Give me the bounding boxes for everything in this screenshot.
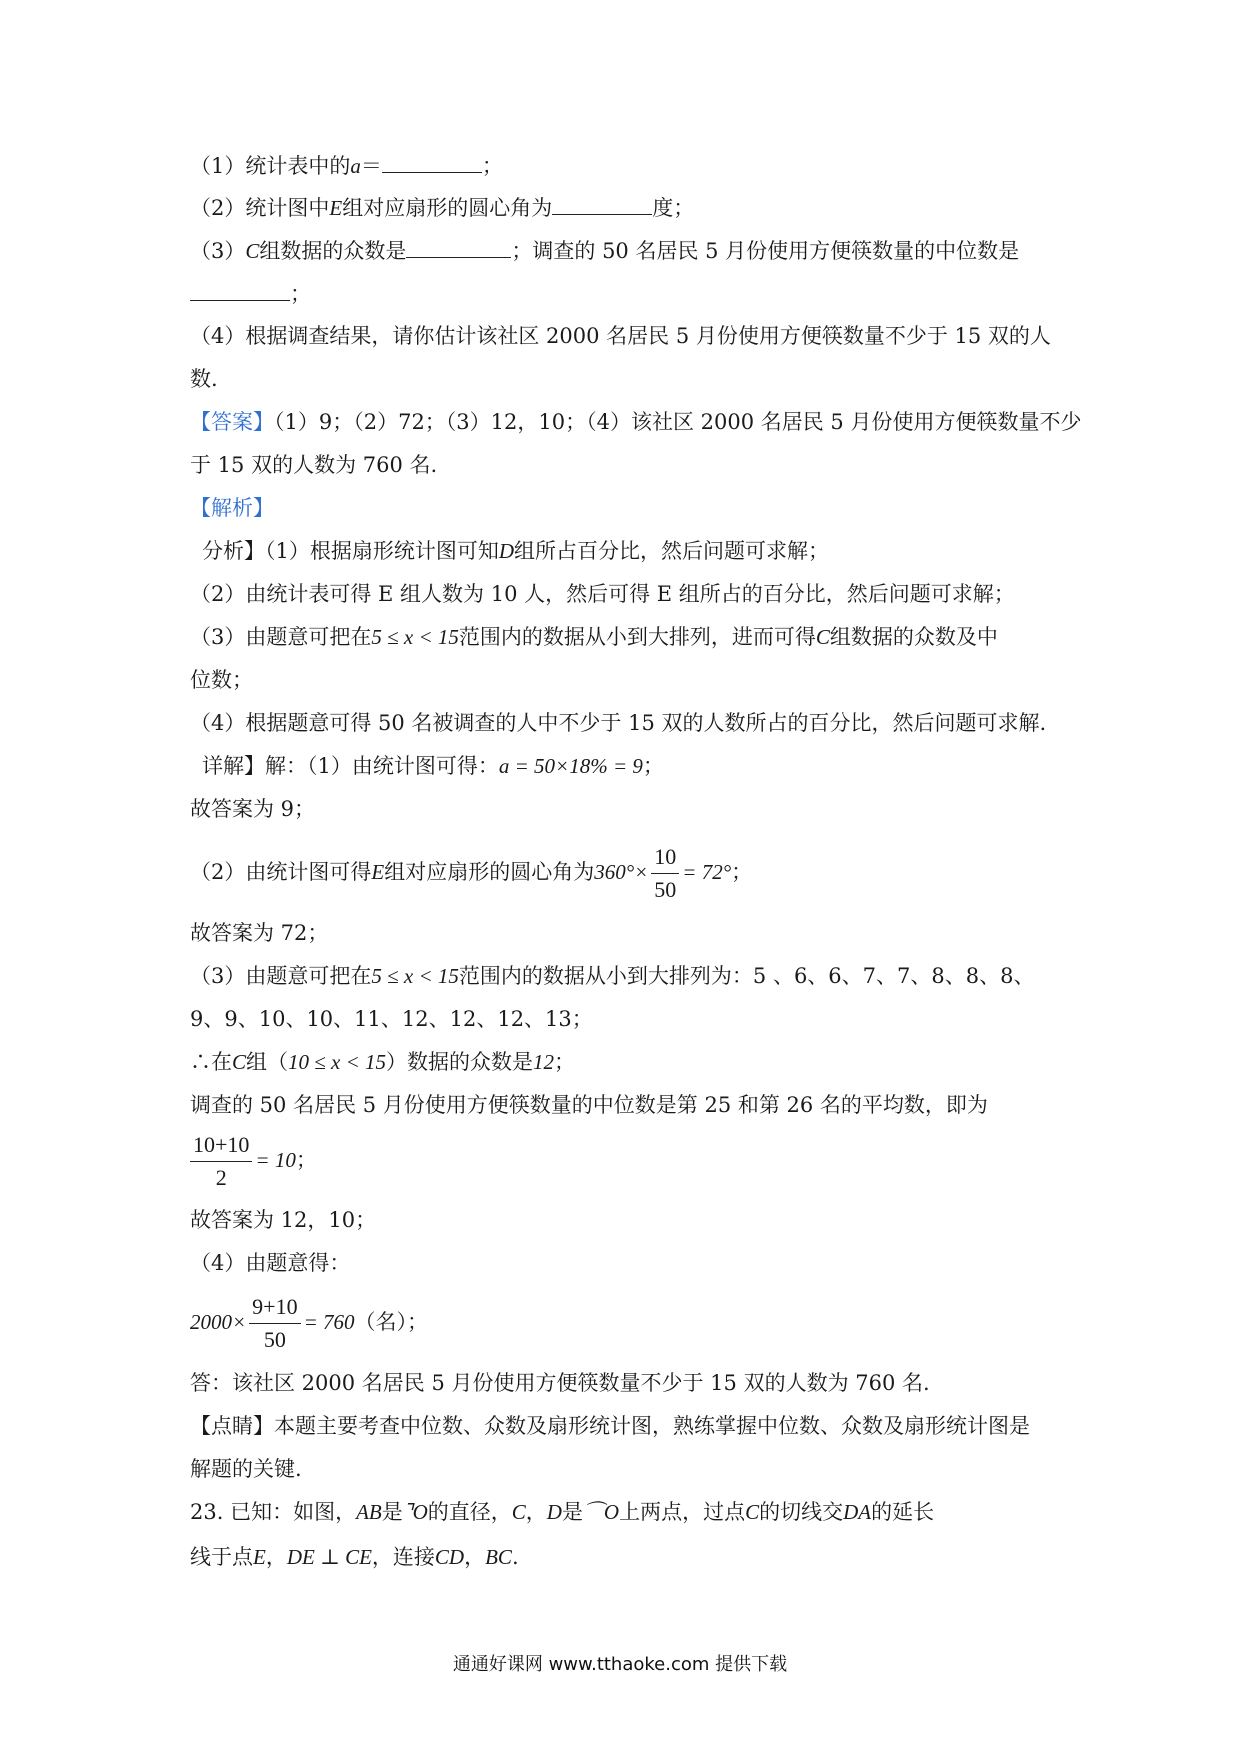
fraction-denominator: 2 [215, 1165, 227, 1190]
variable-c: C [245, 239, 260, 263]
point-c: C [745, 1500, 760, 1524]
solution-3-mid: 范围内的数据从小到大排列为：5 、6、6、7、7、8、8、8、 [458, 964, 1035, 988]
variable-a: a [350, 154, 361, 178]
question-2-text: （2）统计图中 [190, 196, 330, 220]
question-2-text-mid: 组对应扇形的圆心角为 [342, 196, 553, 220]
fraction [651, 843, 679, 904]
analysis-3-mid: 范围内的数据从小到大排列，进而可得 [458, 625, 816, 649]
solution-2-mid: 组对应扇形的圆心角为 [384, 860, 595, 884]
question-3-rest: ；调查的 50 名居民 5 月份使用方便筷数量的中位数是 [511, 239, 1020, 263]
punctuation: ； [295, 1148, 317, 1172]
q23-text-p6: 的延长 [871, 1500, 935, 1524]
punctuation: ； [642, 754, 664, 778]
segment-bc: BC [485, 1545, 512, 1569]
solution-3-text: （3）由题意可把在 [190, 964, 372, 988]
median-formula [190, 1128, 317, 1192]
answer-1: 故答案为 9； [190, 797, 316, 821]
punctuation: ， [464, 1545, 486, 1569]
segment-ab: AB [356, 1500, 382, 1524]
analysis-line-2: （2）由统计表可得 E 组人数为 10 人，然后可得 E 组所占的百分比，然后问题可求解； [190, 582, 1015, 606]
q23-text-p3: 是 [561, 1500, 583, 1524]
answer-blank [406, 235, 511, 258]
answer-blank [190, 278, 290, 301]
punctuation: ； [290, 282, 311, 306]
therefore-text: ∴在 [190, 1050, 232, 1074]
group-text: 组（ [246, 1050, 289, 1074]
inequality: 10 ≤ x < 15 [288, 1050, 387, 1074]
answer-text: （1）9；（2）72；（3）12，10；（4）该社区 2000 名居民 5 月份使用方便筷数量不少 [274, 410, 1082, 434]
solution-line-3c [190, 1047, 575, 1077]
point-c: C [511, 1500, 526, 1524]
formula: a = 50×18% = 9 [498, 754, 643, 778]
answer-blank [382, 150, 482, 173]
question-1 [190, 150, 503, 181]
fraction [190, 1131, 252, 1192]
mode-value: 12 [533, 1050, 555, 1074]
formula-right: = 760 [303, 1310, 355, 1334]
formula-right: = 10 [255, 1148, 296, 1172]
solution-line-3b: 9、9、10、10、11、12、12、12、13； [190, 1007, 593, 1031]
unit-text: （名）； [354, 1310, 429, 1334]
fraction-numerator: 10 [651, 843, 679, 874]
solution-line-1 [202, 751, 664, 781]
q23-text-p5: 的切线交 [759, 1500, 844, 1524]
mode-text: ）数据的众数是 [386, 1050, 534, 1074]
dianjing-text: 本题主要考查中位数、众数及扇形统计图，熟练掌握中位数、众数及扇形统计图是 [274, 1414, 1030, 1438]
punctuation: ， [525, 1500, 547, 1524]
question-3 [190, 235, 1019, 266]
analysis-line-1 [202, 536, 829, 566]
answer-2: 故答案为 72； [190, 921, 329, 945]
final-answer: 答：该社区 2000 名居民 5 月份使用方便筷数量不少于 15 双的人数为 760 名. [190, 1371, 930, 1395]
variable-c: C [815, 625, 830, 649]
question-23-line-1 [190, 1497, 934, 1527]
analysis-label: 【解析】 [190, 496, 274, 520]
fraction-denominator: 50 [654, 877, 677, 902]
solution-text: 详解】解：（1）由统计图可得： [202, 754, 499, 778]
fraction-numerator: 10+10 [190, 1131, 252, 1162]
solution-2-text: （2）由统计图可得 [190, 860, 372, 884]
analysis-3-text: （3）由题意可把在 [190, 625, 372, 649]
analysis-line-3 [190, 622, 998, 652]
analysis-text-end: 组所占百分比，然后问题可求解； [514, 539, 830, 563]
point-d: D [546, 1500, 562, 1524]
inequality: 5 ≤ x < 15 [371, 625, 459, 649]
page-footer: 通通好课网 www.tthaoke.com 提供下载 [452, 1654, 788, 1675]
q23-text: 23. 已知：如图， [190, 1500, 357, 1524]
fraction [249, 1293, 300, 1354]
q23b-text: 线于点 [190, 1545, 253, 1569]
punctuation: ； [481, 154, 503, 178]
solution-line-3 [190, 961, 1034, 991]
question-3-continued [190, 278, 311, 309]
solution-line-3d: 调查的 50 名居民 5 月份使用方便筷数量的中位数是第 25 和第 26 名的平均数，即为 [190, 1093, 988, 1117]
analysis-line-4: （4）根据题意可得 50 名被调查的人中不少于 15 双的人数所占的百分比，然后问题可求解. [190, 711, 1047, 735]
answer-blank [552, 192, 652, 215]
fraction-denominator: 50 [263, 1327, 286, 1352]
question-2 [190, 192, 694, 223]
analysis-tag [190, 493, 274, 523]
variable-e: E [329, 196, 343, 220]
variable-c: C [232, 1050, 247, 1074]
variable-d: D [498, 539, 515, 563]
circle-o: ⌝O [402, 1500, 428, 1524]
answer-3: 故答案为 12，10； [190, 1208, 377, 1232]
circle-o: ⌒O [582, 1500, 620, 1524]
dianjing-line-2: 解题的关键. [190, 1457, 302, 1481]
question-4-line-1: （4）根据调查结果，请你估计该社区 2000 名居民 5 月份使用方便筷数量不少于 15 双的人 [190, 324, 1051, 348]
question-3-text: 组数据的众数是 [259, 239, 407, 263]
punctuation: ； [731, 860, 753, 884]
formula-right: = 72° [682, 860, 732, 884]
answer-line-2: 于 15 双的人数为 760 名. [190, 453, 438, 477]
punctuation: ， [265, 1545, 287, 1569]
solution-4-formula [190, 1290, 428, 1354]
punctuation: ； [554, 1050, 576, 1074]
q23-text-p4: 上两点，过点 [619, 1500, 746, 1524]
q23-text-p1: 是 [381, 1500, 403, 1524]
question-4-line-2: 数. [190, 367, 218, 391]
perpendicular-relation: DE ⊥ CE [286, 1545, 372, 1569]
formula-left: 360°× [594, 860, 649, 884]
answer-line-1 [190, 407, 1081, 437]
solution-line-4: （4）由题意得： [190, 1251, 351, 1275]
punctuation: . [511, 1545, 519, 1569]
analysis-line-3b: 位数； [190, 668, 253, 692]
answer-tag: 【答案】 [190, 410, 274, 434]
question-23-line-2 [190, 1542, 519, 1572]
equals-sign: ＝ [360, 154, 382, 178]
formula-left: 2000× [190, 1310, 247, 1334]
analysis-text: 分析】（1）根据扇形统计图可知 [202, 539, 499, 563]
question-2-suffix: 度； [652, 196, 695, 220]
question-1-text: （1）统计表中的 [190, 154, 351, 178]
segment-da: DA [843, 1500, 872, 1524]
solution-line-2 [190, 840, 752, 904]
dianjing-tag: 【点睛】 [190, 1414, 274, 1438]
segment-cd: CD [434, 1545, 465, 1569]
inequality: 5 ≤ x < 15 [371, 964, 459, 988]
point-e: E [253, 1545, 266, 1569]
q23-text-p2: 的直径， [427, 1500, 512, 1524]
fraction-numerator: 9+10 [249, 1293, 300, 1324]
dianjing-line-1 [190, 1411, 1030, 1441]
question-3-prefix: （3） [190, 239, 246, 263]
variable-e: E [371, 860, 385, 884]
q23b-text-p1: ，连接 [371, 1545, 435, 1569]
analysis-3-suffix: 组数据的众数及中 [829, 625, 998, 649]
